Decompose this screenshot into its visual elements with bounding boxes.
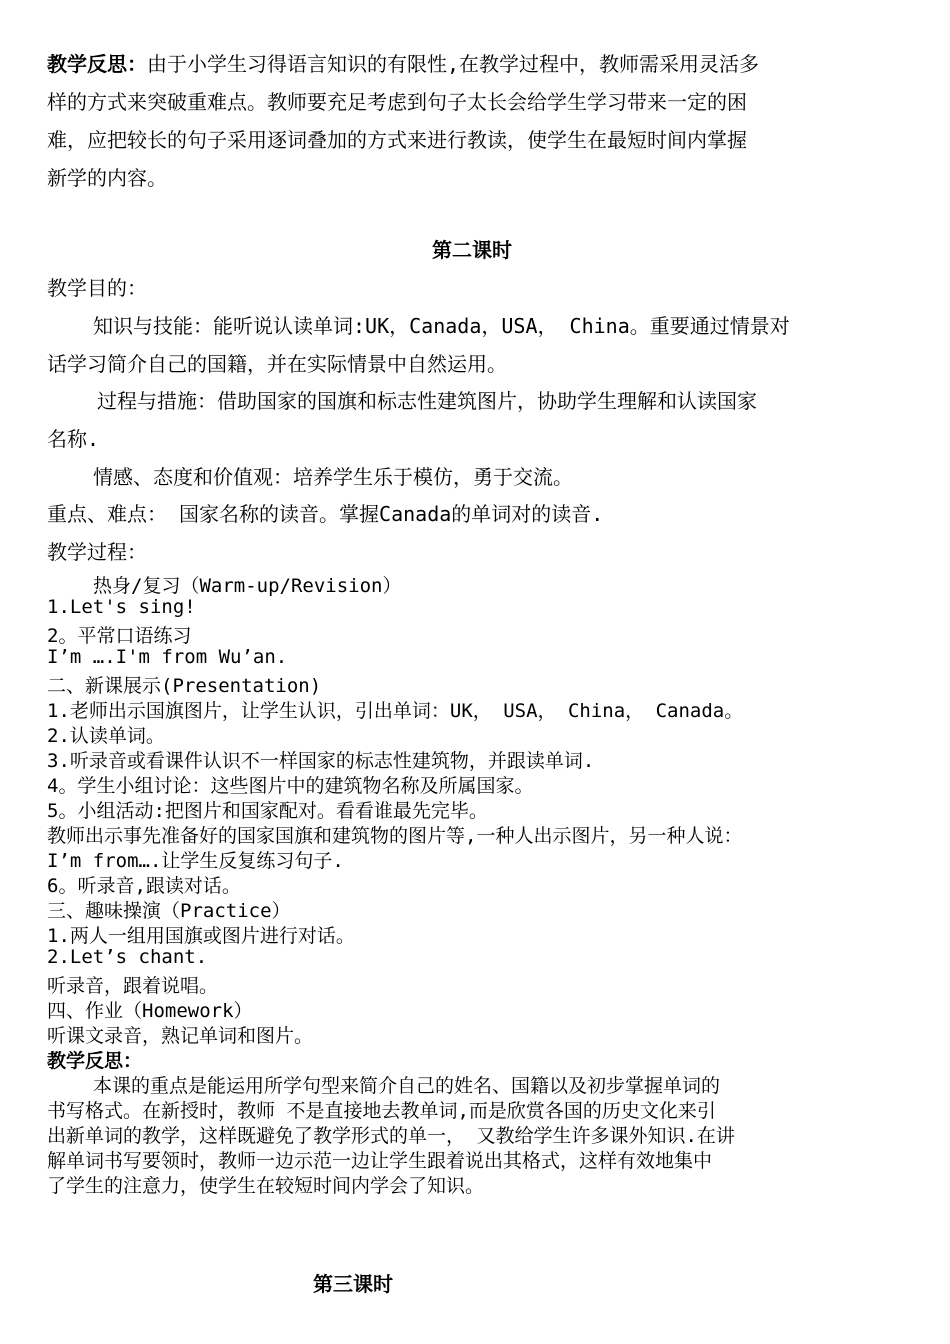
lesson2-reflection-line-1: 本课的重点是能运用所学句型来简介自己的姓名、国籍以及初步掌握单词的 bbox=[93, 1075, 721, 1097]
reflection-text-1: 由于小学生习得语言知识的有限性,在教学过程中，教师需采用灵活多 bbox=[147, 52, 760, 76]
step-line: 2。平常口语练习 bbox=[47, 625, 192, 647]
step-line: 二、新课展示(Presentation) bbox=[47, 675, 322, 697]
step-line: 2.Let’s chant. bbox=[47, 946, 208, 968]
knowledge-line-1: 知识与技能：能听说认读单词:UK，Canada，USA， China。重要通过情景对 bbox=[93, 314, 790, 338]
lesson2-title: 第二课时 bbox=[432, 238, 512, 262]
goals-heading: 教学目的： bbox=[47, 276, 147, 300]
reflection-line-2: 样的方式来突破重难点。教师要充足考虑到句子太长会给学生学习带来一定的困 bbox=[47, 90, 747, 114]
method-line-1: 过程与措施：借助国家的国旗和标志性建筑图片，协助学生理解和认读国家 bbox=[97, 389, 757, 413]
knowledge-line-2: 话学习简介自己的国籍，并在实际情景中自然运用。 bbox=[47, 352, 507, 376]
step-line: 4。学生小组讨论：这些图片中的建筑物名称及所属国家。 bbox=[47, 775, 534, 797]
step-line: 热身/复习（Warm-up/Revision） bbox=[93, 575, 402, 597]
step-line: I’m from….让学生反复练习句子. bbox=[47, 850, 344, 872]
reflection-label: 教学反思： bbox=[47, 52, 147, 76]
step-line: 听录音，跟着说唱。 bbox=[47, 975, 219, 997]
lesson2-reflection-line-5: 了学生的注意力，使学生在较短时间内学会了知识。 bbox=[47, 1175, 485, 1197]
step-line: 三、趣味操演（Practice） bbox=[47, 900, 291, 922]
attitude-line: 情感、态度和价值观：培养学生乐于模仿，勇于交流。 bbox=[93, 465, 573, 489]
lesson2-reflection-line-4: 解单词书写要领时，教师一边示范一边让学生跟着说出其格式，这样有效地集中 bbox=[47, 1150, 713, 1172]
lesson2-reflection-line-2: 书写格式。在新授时，教师 不是直接地去教单词,而是欣赏各国的历史文化来引 bbox=[47, 1100, 716, 1122]
lesson2-reflection-label: 教学反思： bbox=[47, 1050, 143, 1072]
lesson2-reflection-line-3: 出新单词的教学，这样既避免了教学形式的单一， 又教给学生许多课外知识.在讲 bbox=[47, 1125, 735, 1147]
step-line: 1.两人一组用国旗或图片进行对话。 bbox=[47, 925, 355, 947]
step-line: 听课文录音，熟记单词和图片。 bbox=[47, 1025, 314, 1047]
step-line: 1.Let's sing! bbox=[47, 596, 196, 618]
step-line: 5。小组活动:把图片和国家配对。看看谁最先完毕。 bbox=[47, 800, 488, 822]
step-line: 2.认读单词。 bbox=[47, 725, 165, 747]
step-line: 四、作业（Homework） bbox=[47, 1000, 253, 1022]
method-line-2: 名称. bbox=[47, 427, 100, 451]
lesson3-title: 第三课时 bbox=[313, 1272, 393, 1296]
reflection-line-4: 新学的内容。 bbox=[47, 166, 167, 190]
step-line: 3.听录音或看课件认识不一样国家的标志性建筑物，并跟读单词. bbox=[47, 750, 595, 772]
step-line: 1.老师出示国旗图片，让学生认识，引出单词：UK， USA， China， Canada。 bbox=[47, 700, 744, 722]
reflection-line-3: 难，应把较长的句子采用逐词叠加的方式来进行教读，使学生在最短时间内掌握 bbox=[47, 128, 747, 152]
keypoints-line: 重点、难点： 国家名称的读音。掌握Canada的单词对的读音. bbox=[47, 502, 604, 526]
step-line: I’m ….I'm from Wu’an. bbox=[47, 646, 288, 668]
step-line: 6。听录音,跟读对话。 bbox=[47, 875, 241, 897]
process-heading: 教学过程： bbox=[47, 540, 147, 564]
step-line: 教师出示事先准备好的国家国旗和建筑物的图片等,一种人出示图片，另一种人说： bbox=[47, 825, 743, 847]
reflection-line-1 bbox=[47, 48, 759, 77]
